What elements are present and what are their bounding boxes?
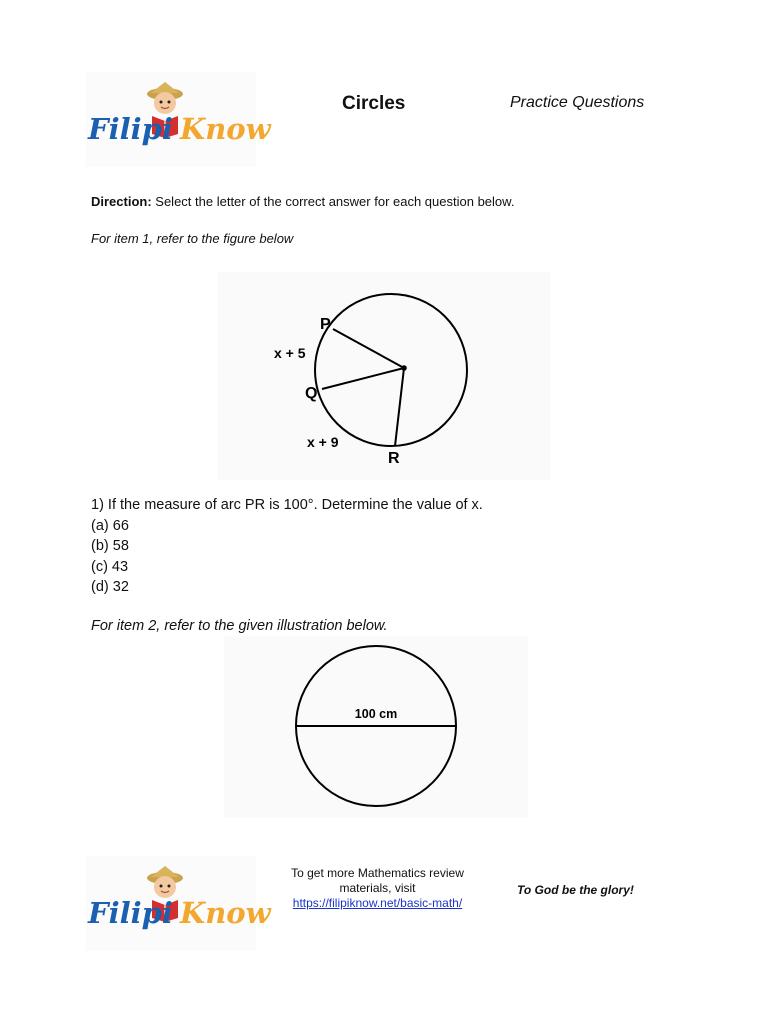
item2-note: For item 2, refer to the given illustration below.: [91, 618, 388, 634]
footer-tagline: To God be the glory!: [517, 883, 634, 897]
label-x-plus-5: x + 5: [274, 345, 306, 361]
option-d: (d) 32: [91, 579, 129, 595]
page-subtitle: Practice Questions: [510, 94, 645, 111]
footer-text: [280, 866, 475, 911]
label-x-plus-9: x + 9: [307, 434, 339, 450]
direction-text: [91, 194, 514, 209]
question-1-prompt: 1) If the measure of arc PR is 100°. Determine the value of x.: [91, 497, 483, 513]
label-q: Q: [305, 385, 318, 402]
footer-filipiknow-logo: [86, 856, 271, 951]
option-c: (c) 43: [91, 558, 129, 575]
option-b: (b) 58: [91, 538, 129, 554]
radius-q: [322, 368, 404, 389]
footer-logo-text-right: Know: [180, 896, 271, 930]
logo-text-right: Know: [180, 112, 271, 146]
center-point: [401, 365, 407, 371]
label-r: R: [388, 450, 400, 467]
circle-outline: [315, 294, 467, 446]
radius-p: [333, 329, 404, 368]
filipiknow-logo: [86, 72, 271, 167]
option-a: (a) 66: [91, 517, 129, 534]
direction-body: Select the letter of the correct answer for each question below.: [151, 194, 515, 209]
footer-line: To get more Mathematics review materials, visit: [291, 866, 464, 895]
logo-text-left: Filipi: [88, 112, 173, 146]
footer-link[interactable]: https://filipiknow.net/basic-math/: [292, 896, 463, 910]
page-title: Circles: [342, 93, 406, 114]
footer-logo-text-left: Filipi: [88, 896, 173, 930]
item1-note: For item 1, refer to the figure below: [91, 231, 294, 246]
diameter-label: 100 cm: [354, 707, 398, 721]
circle-figure-1: [218, 272, 550, 480]
direction-label: Direction:: [91, 194, 152, 209]
circle-figure-2: [224, 636, 528, 818]
radius-r: [395, 368, 404, 446]
question-1: [91, 495, 483, 598]
label-p: P: [320, 316, 331, 333]
